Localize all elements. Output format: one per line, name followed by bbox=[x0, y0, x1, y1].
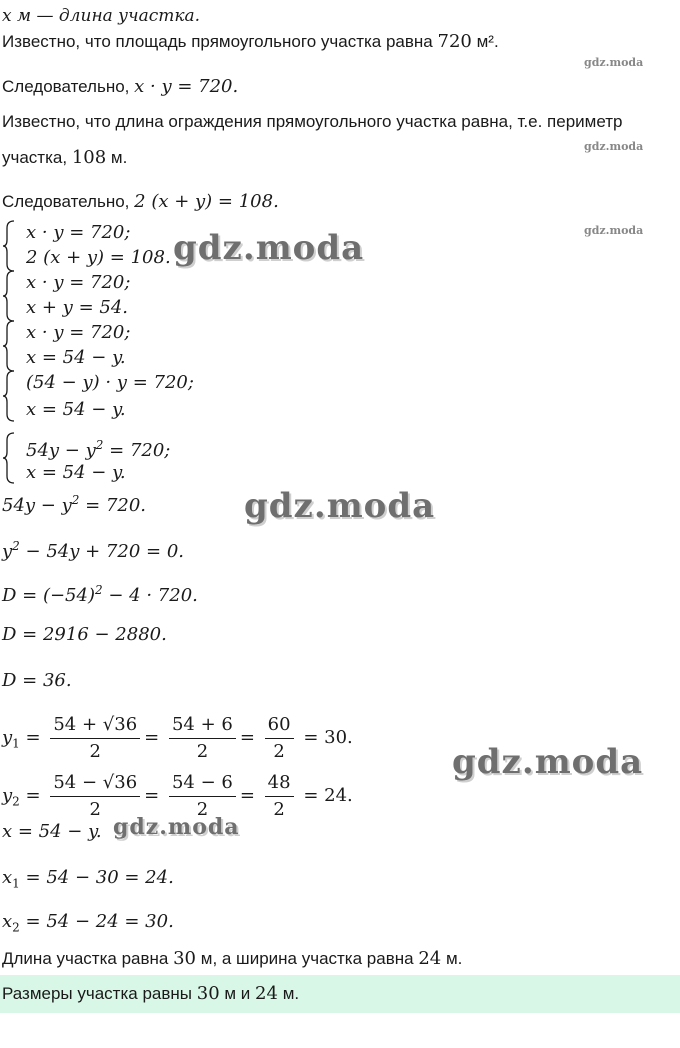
product-equation: x · y = 720. bbox=[134, 76, 239, 97]
perimeter-statement-2 bbox=[2, 148, 127, 168]
conclusion-line: Длина участка равна 30 м, а ширина участка равна 24 м. bbox=[2, 948, 463, 969]
system-3-eq-2: x = 54 − y. bbox=[26, 347, 126, 368]
system-2-eq-1: x · y = 720; bbox=[26, 272, 131, 293]
system-3-eq-1: x · y = 720; bbox=[26, 322, 131, 343]
watermark-logo: gdz.moda bbox=[452, 742, 644, 782]
perimeter-label: участка, bbox=[2, 148, 68, 167]
fraction-1: $\frac{54 - √36}{2}$ bbox=[50, 770, 140, 823]
system-5-eq-1: $54y - y^2 = 720$; bbox=[26, 438, 171, 461]
perimeter-statement bbox=[2, 112, 622, 132]
area-statement: Известно, что площадь прямоугольного участка равна bbox=[2, 32, 433, 51]
system-4-eq-2: x = 54 − y. bbox=[26, 399, 126, 420]
quadratic-eq-1: $54y - y^2 = 720$. bbox=[2, 493, 147, 516]
system-4-eq-1: (54 − y) · y = 720; bbox=[26, 372, 194, 393]
fraction-2: $\frac{54 + 6}{2}$ bbox=[169, 712, 236, 765]
system-1-eq-2: 2 (x + y) = 108. bbox=[26, 247, 171, 268]
brace-icon bbox=[2, 432, 16, 484]
intro-text: x м — длина участка. bbox=[2, 6, 201, 26]
consequence-label: Следовательно, bbox=[2, 77, 130, 96]
intro-line-1 bbox=[2, 6, 200, 26]
brace-icon bbox=[2, 270, 16, 322]
consequence-line-2 bbox=[2, 192, 279, 212]
system-5-eq-2: x = 54 − y. bbox=[26, 462, 126, 483]
x-expression: x = 54 − y. bbox=[2, 821, 102, 842]
root-y1: $y_1$ = $\frac{54 + √36}{2}$ = $\frac{54 + 6}{2}$ = $\frac{60}{2}$ = 30. bbox=[2, 710, 353, 772]
quadratic-eq-2: $y^2 - 54y + 720 = 0$. bbox=[2, 539, 184, 562]
fraction-2: $\frac{54 - 6}{2}$ bbox=[169, 770, 236, 823]
watermark-small: gdz.moda bbox=[584, 56, 644, 69]
perimeter-unit: м. bbox=[110, 148, 128, 167]
root-y2: $y_2$ = $\frac{54 - √36}{2}$ = $\frac{54 - 6}{2}$ = $\frac{48}{2}$ = 24. bbox=[2, 768, 353, 830]
brace-icon bbox=[2, 370, 16, 422]
root-x2: $x_2 = 54 - 24 = 30$. bbox=[2, 911, 174, 935]
system-2-eq-2: x + y = 54. bbox=[26, 297, 128, 318]
fraction-3: $\frac{48}{2}$ bbox=[265, 770, 294, 823]
consequence-label-2: Следовательно, bbox=[2, 192, 130, 211]
system-1-eq-1: x · y = 720; bbox=[26, 222, 131, 243]
root-x1: $x_1 = 54 - 30 = 24$. bbox=[2, 867, 174, 891]
perimeter-value: 108 bbox=[71, 147, 107, 168]
fraction-1: $\frac{54 + √36}{2}$ bbox=[50, 712, 140, 765]
discriminant-value: D = 36. bbox=[2, 670, 72, 691]
watermark-small: gdz.moda bbox=[584, 224, 644, 237]
fraction-3: $\frac{60}{2}$ bbox=[265, 712, 294, 765]
intro-line-2 bbox=[2, 32, 499, 52]
discriminant-formula: $D = (-54)^2 - 4 \cdot 720$. bbox=[2, 583, 198, 606]
answer-text: Размеры участка равны 30 м и 24 м. bbox=[2, 983, 300, 1004]
watermark-logo: gdz.moda bbox=[173, 228, 365, 268]
watermark-small: gdz.moda bbox=[584, 140, 644, 153]
answer-box bbox=[0, 975, 680, 1013]
watermark-logo: gdz.moda bbox=[113, 814, 240, 840]
watermark-logo: gdz.moda bbox=[244, 486, 436, 526]
brace-icon bbox=[2, 220, 16, 272]
discriminant-calc: D = 2916 − 2880. bbox=[2, 624, 167, 645]
brace-icon bbox=[2, 320, 16, 372]
perimeter-text: Известно, что длина ограждения прямоугольного участка равна, т.е. периметр bbox=[2, 112, 623, 131]
consequence-line-1 bbox=[2, 77, 238, 97]
area-unit: м². bbox=[476, 32, 499, 51]
sum-equation: 2 (x + y) = 108. bbox=[134, 191, 279, 212]
area-value: 720 bbox=[437, 31, 472, 52]
